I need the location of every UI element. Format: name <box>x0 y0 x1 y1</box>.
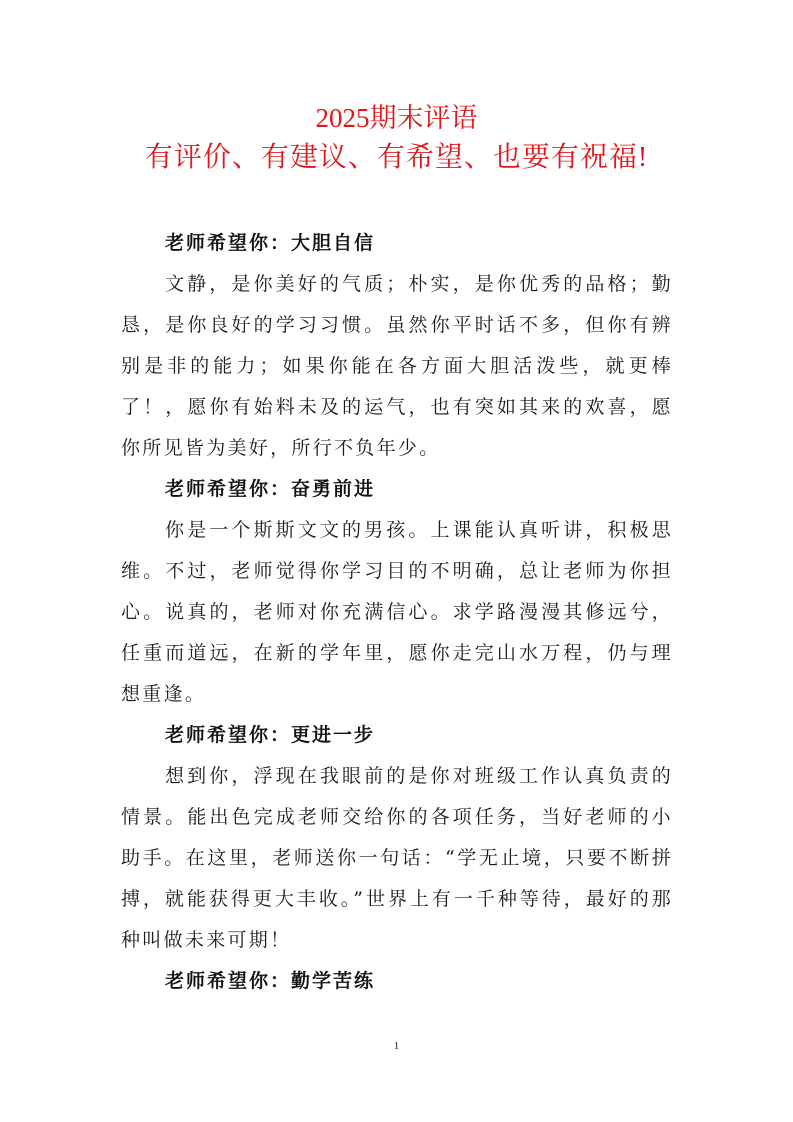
section-heading: 老师希望你：勤学苦练 <box>165 970 376 992</box>
page-number: 1 <box>393 1040 400 1052</box>
section-paragraph: 你是一个斯斯文文的男孩。上课能认真听讲，积极思维。不过，老师觉得你学习目的不明确，总让老师为你担心。说真的，老师对你充满信心。求学路漫漫其修远兮，任重而道远，在新的学年里，愿你走完山水万程，仍与理想重逢。 <box>121 519 673 705</box>
title-block <box>0 98 793 178</box>
section-heading: 老师希望你：更进一步 <box>165 724 376 746</box>
document-body <box>121 223 673 1002</box>
section-heading: 老师希望你：奋勇前进 <box>165 478 376 500</box>
document-title: 2025期末评语 <box>315 103 478 133</box>
document-subtitle: 有评价、有建议、有希望、也要有祝福! <box>144 142 649 173</box>
section-paragraph: 想到你，浮现在我眼前的是你对班级工作认真负责的情景。能出色完成老师交给你的各项任务，当好老师的小助手。在这里，老师送你一句话：“学无止境，只要不断拼搏，就能获得更大丰收。”世界上有一千种等待，最好的那种叫做未来可期！ <box>121 765 673 951</box>
section-paragraph: 文静，是你美好的气质；朴实，是你优秀的品格；勤恳，是你良好的学习习惯。虽然你平时话不多，但你有辨别是非的能力；如果你能在各方面大胆活泼些，就更棒了！，愿你有始料未及的运气，也有突如其来的欢喜，愿你所见皆为美好，所行不负年少。 <box>121 273 673 459</box>
section-heading: 老师希望你：大胆自信 <box>165 232 376 254</box>
